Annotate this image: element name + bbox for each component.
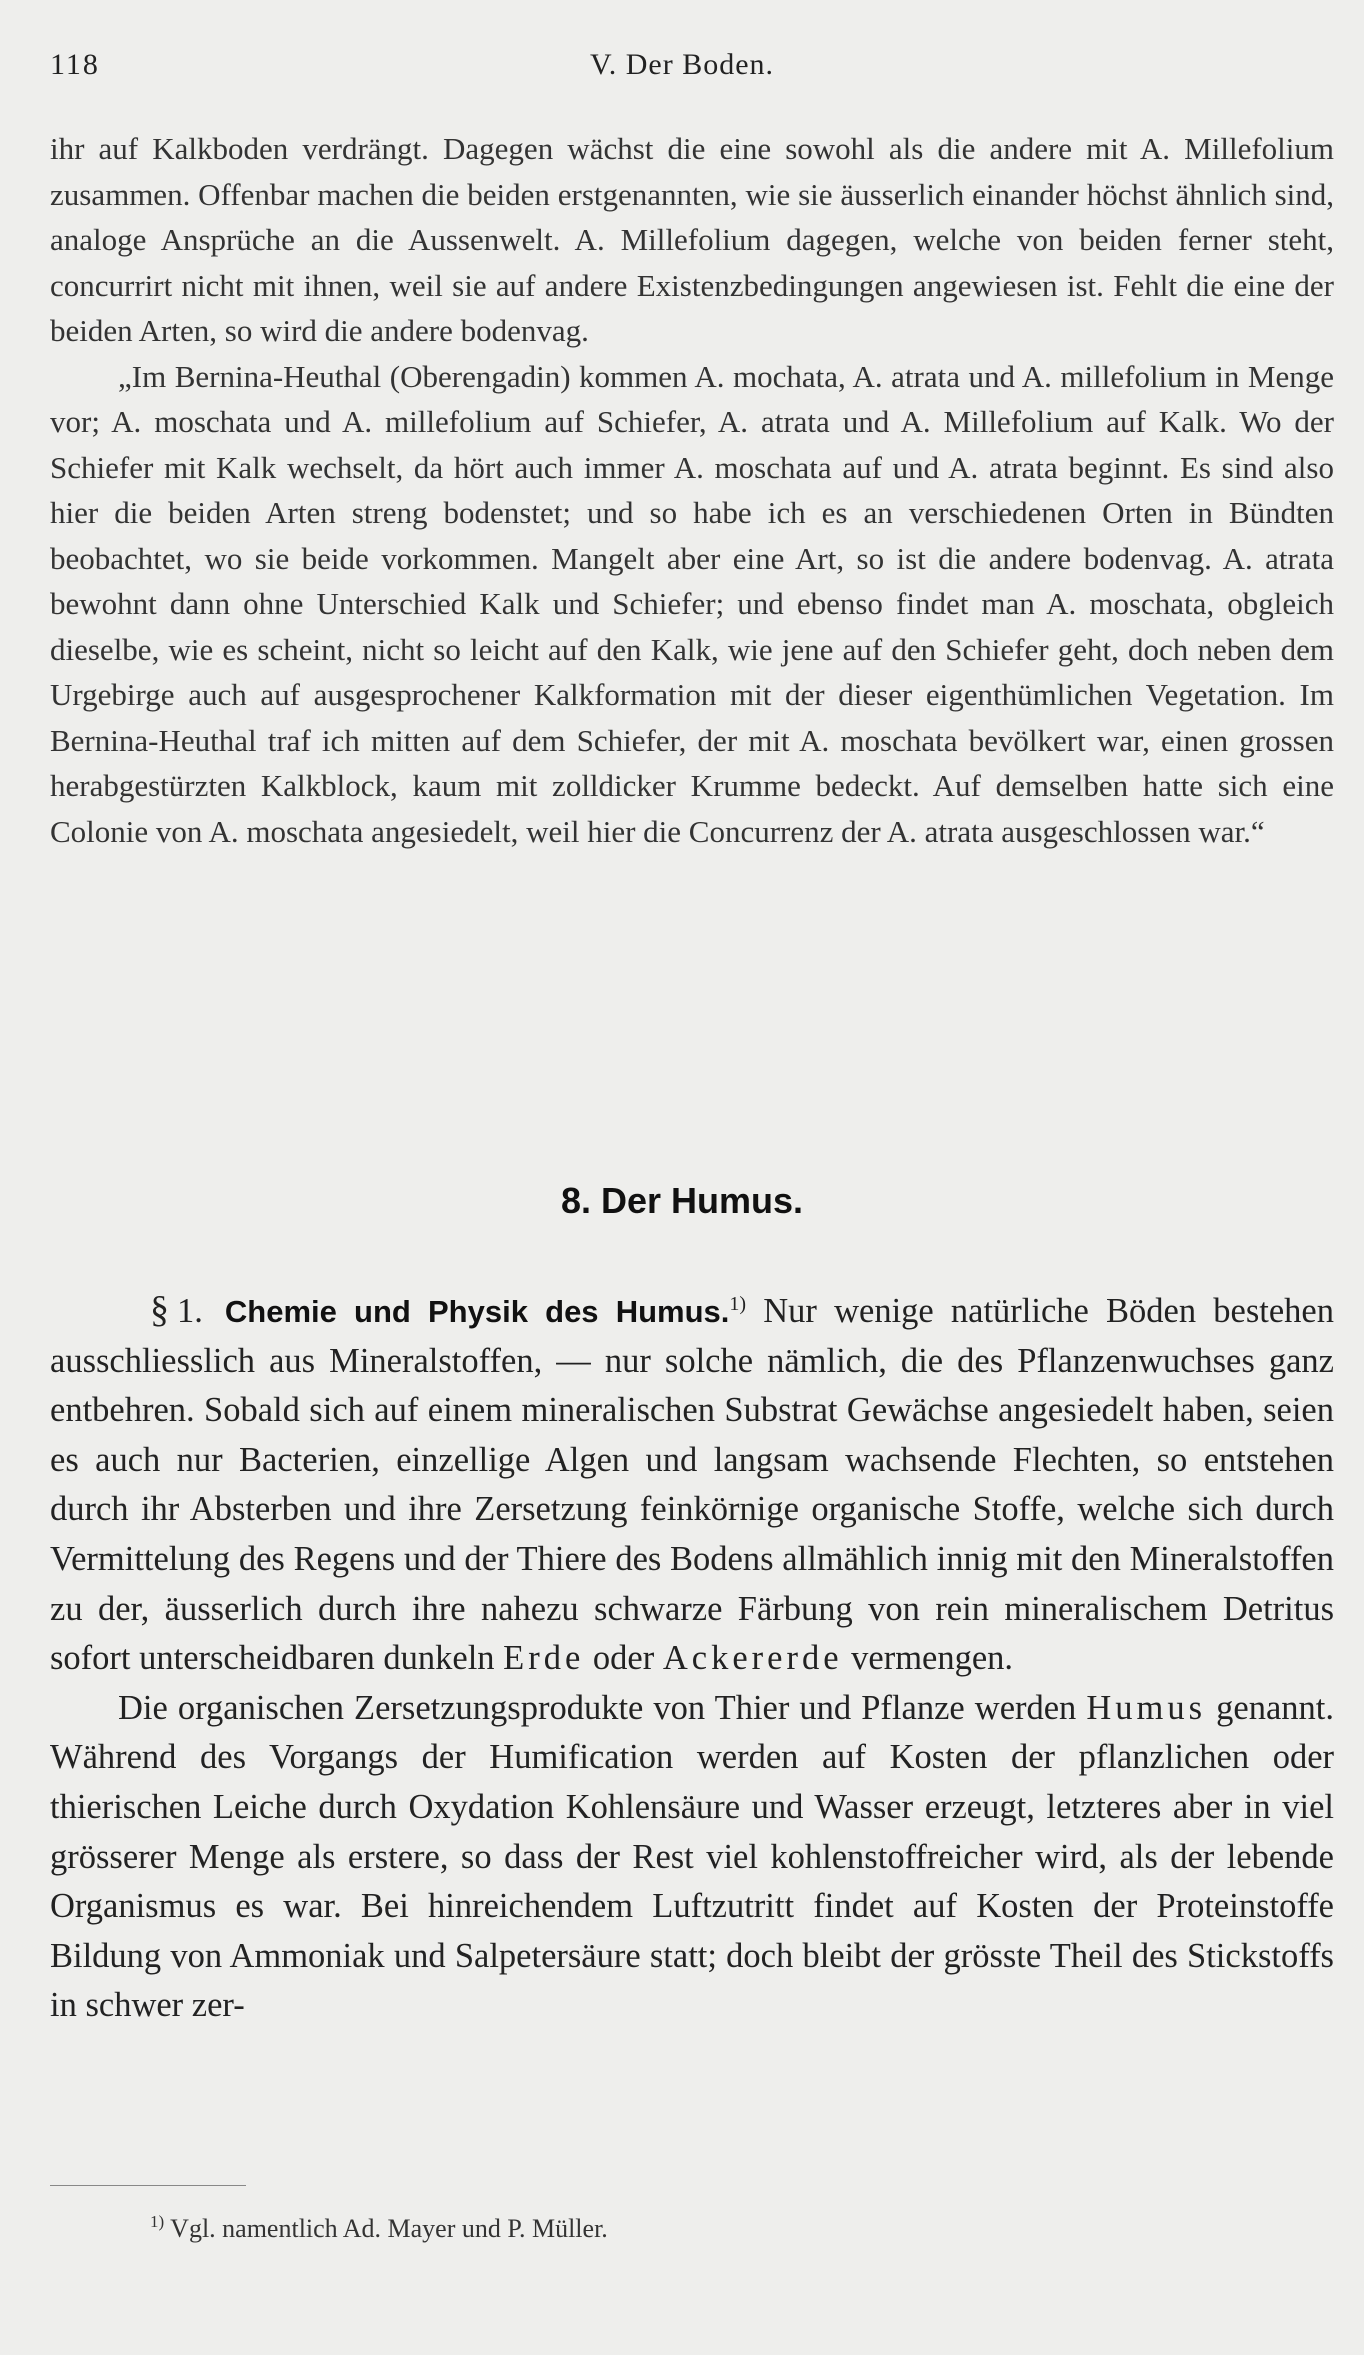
paragraph-text: Die organischen Zersetzungsprodukte von Thier und Pflanze werden [118,1688,1077,1727]
section-paragraph-2 [50,1684,1334,2031]
page-number: 118 [50,48,100,81]
paragraph-text: Nur wenige natürliche Böden bestehen ausschliesslich aus Mineralstoffen, — nur solche nämlich, die des Pflanzenwuchses ganz entbehren. Sobald sich auf einem mineralischen Substrat Gewächse angesiedelt haben, seien es auch nur Bacterien, einzellige Algen und langsam wachsende Flechten, so entstehen durch ihr Absterben und ihre Zersetzung feinkörnige organische Stoffe, welche sich durch Vermittelung des Regens und der Thiere des Bodens allmählich innig mit den Mineralstoffen zu der, äusserlich durch ihre nahezu schwarze Färbung von rein mineralischem Detritus sofort unterscheidbaren dunkeln [50,1292,1334,1678]
section-body [50,1280,1334,2031]
footnote-rule [50,2185,246,2186]
paragraph: ihr auf Kalkboden verdrängt. Dagegen wächst die eine sowohl als die andere mit A. Millefolium zusammen. Offenbar machen die beiden erstgenannten, wie sie äusserlich einander höchst ähnlich sind, analoge Ansprüche an die Aussenwelt. A. Millefolium dagegen, welche von beiden ferner steht, concurrirt nicht mit ihnen, weil sie auf andere Existenzbedingungen angewiesen ist. Fehlt die eine der beiden Arten, so wird die andere bodenvag. [50,131,1334,348]
paragraph-text: vermengen. [851,1639,1014,1678]
paragraph-text: genannt. Während des Vorgangs der Humification werden auf Kosten der pflanzlichen oder thierischen Leiche durch Oxydation Kohlensäure und Wasser erzeugt, letzteres aber in viel grösserer Menge als erstere, so dass der Rest viel kohlenstoffreicher wird, als der lebende Organismus es war. Bei hinreichendem Luftzutritt findet auf Kosten der Proteinstoffe Bildung von Ammoniak und Salpetersäure statt; doch bleibt der grösste Theil des Stickstoffs in schwer zer- [50,1688,1334,2025]
section-title: Chemie und Physik des Humus. [224,1294,730,1329]
chapter-heading: 8. Der Humus. [560,1180,804,1221]
term-humus: Humus [1086,1688,1207,1727]
section-number: 1. [177,1292,203,1330]
running-head: V. Der Boden. [589,48,775,81]
section-sign: § [150,1289,169,1331]
footnote-mark: 1) [150,2212,165,2231]
term-erde: Erde [503,1639,585,1678]
section-paragraph-1 [50,1280,1334,1684]
paragraph-text: oder [592,1639,655,1678]
quoted-paragraph: „Im Bernina-Heuthal (Oberengadin) kommen A. mochata, A. atrata und A. millefolium in Menge vor; A. moschata und A. millefolium auf Schiefer, A. atrata und A. Millefolium auf Kalk. Wo der Schiefer mit Kalk wechselt, da hört auch immer A. moschata auf und A. atrata beginnt. Es sind also hier die beiden Arten streng bodenstet; und so habe ich es an verschiedenen Orten in Bündten beobachtet, wo sie beide vorkommen. Mangelt aber eine Art, so ist die andere bodenvag. A. atrata bewohnt dann ohne Unterschied Kalk und Schiefer; und ebenso findet man A. moschata, obgleich dieselbe, wie es scheint, nicht so leicht auf den Kalk, wie jene auf den Schiefer geht, doch neben dem Urgebirge auch auf ausgesprochener Kalkformation mit der dieser eigenthümlichen Vegetation. Im Bernina-Heuthal traf ich mitten auf dem Schiefer, der mit A. moschata bevölkert war, einen grossen herabgestürzten Kalkblock, kaum mit zolldicker Krumme bedeckt. Auf demselben hatte sich eine Colonie von A. moschata angesiedelt, weil hier die Concurrenz der A. atrata ausgeschlossen war.“ [50,358,1334,849]
page-header [50,48,1314,88]
term-ackererde: Ackererde [662,1639,843,1678]
body-text-top [50,126,1334,854]
footnote [150,2212,608,2244]
footnote-text: Vgl. namentlich Ad. Mayer und P. Müller. [170,2214,608,2243]
footnote-reference: 1) [729,1293,747,1315]
